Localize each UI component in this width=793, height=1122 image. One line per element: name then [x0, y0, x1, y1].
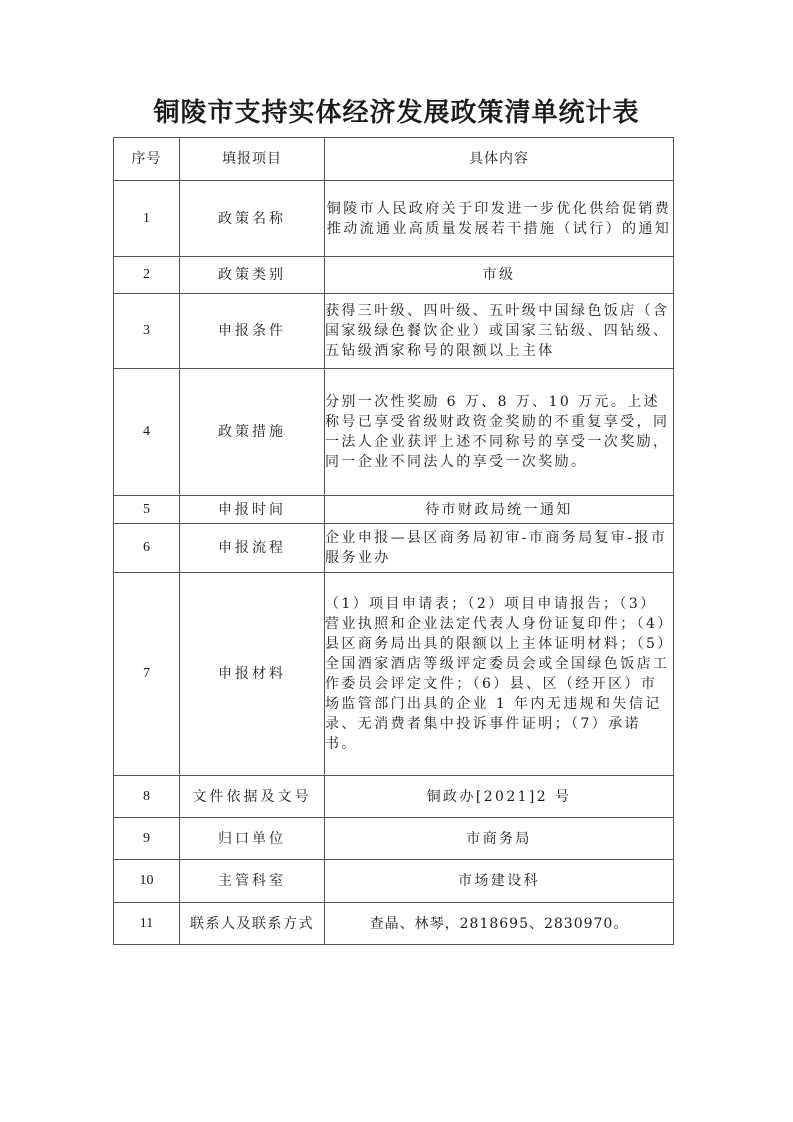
row-item: 政策名称 [180, 181, 325, 257]
table-header-row [114, 138, 674, 181]
row-content: 获得三叶级、四叶级、五叶级中国绿色饭店（含国家级绿色餐饮企业）或国家三钻级、四钻级、五钻级酒家称号的限额以上主体 [325, 294, 674, 369]
row-index: 11 [114, 903, 180, 945]
row-index: 6 [114, 524, 180, 573]
row-index: 5 [114, 496, 180, 524]
row-content: （1）项目申请表；（2）项目申请报告；（3） 营业执照和企业法定代表人身份证复印件；（4）县区商务局出具的限额以上主体证明材料；（5）全国酒家酒店等级评定委员会或全国绿色饭店工作委员会评定文件；（6）县、区（经开区）市场监管部门出具的企业 1 年内无违规和失信记录、无消费者集中投诉事件证明；（7）承诺书。 [325, 573, 674, 776]
table-row [114, 573, 674, 776]
row-item: 联系人及联系方式 [180, 903, 325, 945]
row-index: 7 [114, 573, 180, 776]
table-row [114, 524, 674, 573]
row-content: 分别一次性奖励 6 万、8 万、10 万元。上述称号已享受省级财政资金奖励的不重复享受，同一法人企业获评上述不同称号的享受一次奖励，同一企业不同法人的享受一次奖励。 [325, 369, 674, 496]
table-row [114, 818, 674, 860]
table-row [114, 776, 674, 818]
table-row [114, 294, 674, 369]
row-index: 9 [114, 818, 180, 860]
row-content: 市级 [325, 257, 674, 294]
row-item: 政策措施 [180, 369, 325, 496]
row-item: 申报时间 [180, 496, 325, 524]
row-item: 文件依据及文号 [180, 776, 325, 818]
row-content: 待市财政局统一通知 [325, 496, 674, 524]
table-row [114, 496, 674, 524]
row-item: 申报流程 [180, 524, 325, 573]
row-index: 3 [114, 294, 180, 369]
row-index: 1 [114, 181, 180, 257]
table-row [114, 257, 674, 294]
row-content: 铜陵市人民政府关于印发进一步优化供给促销费推动流通业高质量发展若干措施（试行）的通知 [325, 181, 674, 257]
row-item: 申报材料 [180, 573, 325, 776]
table-row [114, 903, 674, 945]
policy-table [113, 137, 674, 945]
row-index: 2 [114, 257, 180, 294]
table-row [114, 860, 674, 903]
row-content: 市商务局 [325, 818, 674, 860]
row-content: 企业申报—县区商务局初审-市商务局复审-报市服务业办 [325, 524, 674, 573]
table-row [114, 369, 674, 496]
row-content: 铜政办[2021]2 号 [325, 776, 674, 818]
row-index: 10 [114, 860, 180, 903]
row-item: 主管科室 [180, 860, 325, 903]
row-item: 政策类别 [180, 257, 325, 294]
header-content: 具体内容 [325, 138, 674, 181]
row-index: 8 [114, 776, 180, 818]
header-index: 序号 [114, 138, 180, 181]
document-title: 铜陵市支持实体经济发展政策清单统计表 [153, 98, 640, 128]
table-row [114, 181, 674, 257]
row-item: 归口单位 [180, 818, 325, 860]
row-content: 查晶、林琴，2818695、2830970。 [325, 903, 674, 945]
row-item: 申报条件 [180, 294, 325, 369]
row-index: 4 [114, 369, 180, 496]
header-item: 填报项目 [180, 138, 325, 181]
row-content: 市场建设科 [325, 860, 674, 903]
